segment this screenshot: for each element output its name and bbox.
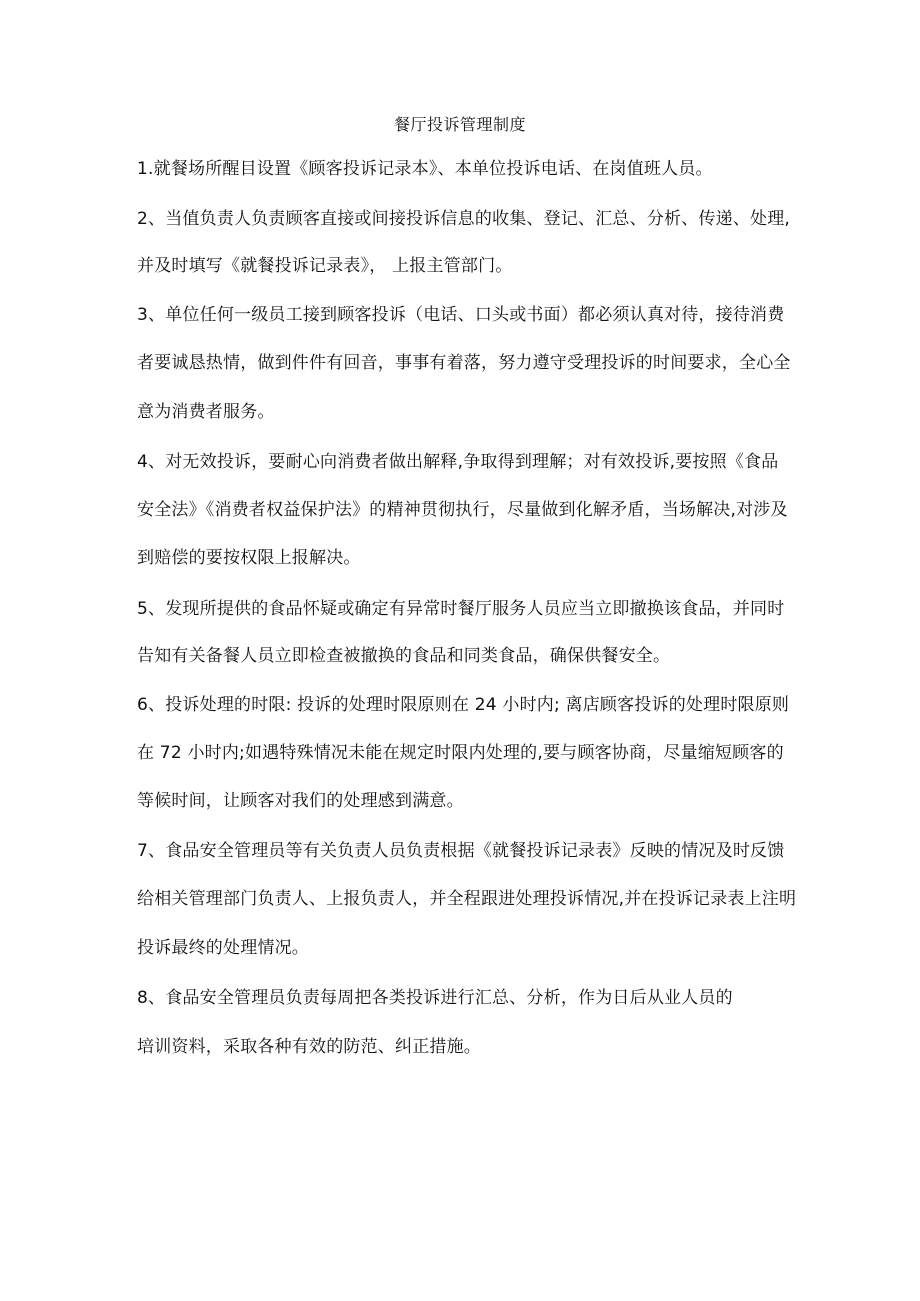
paragraph-6-line-1: 6、投诉处理的时限: 投诉的处理时限原则在 24 小时内; 离店顾客投诉的处理时限原则 (137, 695, 790, 715)
paragraph-5-line-2: 告知有关备餐人员立即检查被撤换的食品和同类食品，确保供餐安全。 (137, 646, 671, 666)
paragraph-3-line-1: 3、单位任何一级员工接到顾客投诉（电话、口头或书面）都必须认真对待，接待消费 (137, 305, 785, 325)
paragraph-8-line-2: 培训资料，采取各种有效的防范、纠正措施。 (137, 1037, 481, 1057)
paragraph-4-line-1: 4、对无效投诉，要耐心向消费者做出解释,争取得到理解；对有效投诉,要按照《食品 (137, 452, 779, 472)
paragraph-3-line-3: 意为消费者服务。 (137, 402, 275, 422)
paragraph-8-line-1: 8、食品安全管理员负责每周把各类投诉进行汇总、分析，作为日后从业人员的 (137, 988, 733, 1008)
paragraph-2-line-1: 2、当值负责人负责顾客直接或间接投诉信息的收集、登记、汇总、分析、传递、处理, (137, 209, 791, 229)
paragraph-7-line-2: 给相关管理部门负责人、上报负责人，并全程跟进处理投诉情况,并在投诉记录表上注明 (137, 889, 797, 909)
paragraph-3-line-2: 者要诚恳热情，做到件件有回音，事事有着落，努力遵守受理投诉的时间要求，全心全 (137, 353, 791, 373)
document-title: 餐厅投诉管理制度 (393, 115, 526, 134)
paragraph-1-line-1: 1.就餐场所醒目设置《顾客投诉记录本》、本单位投诉电话、在岗值班人员。 (137, 159, 713, 179)
paragraph-4-line-3: 到赔偿的要按权限上报解决。 (137, 548, 361, 568)
paragraph-6-line-2: 在 72 小时内;如遇特殊情况未能在规定时限内处理的,要与顾客协商，尽量缩短顾客的 (137, 743, 784, 763)
paragraph-5-line-1: 5、发现所提供的食品怀疑或确定有异常时餐厅服务人员应当立即撤换该食品，并同时 (137, 599, 785, 619)
paragraph-4-line-2: 安全法》《消费者权益保护法》的精神贯彻执行，尽量做到化解矛盾，当场解决,对涉及 (137, 500, 788, 520)
paragraph-2-line-2: 并及时填写《就餐投诉记录表》， 上报主管部门。 (137, 256, 513, 276)
paragraph-7-line-1: 7、食品安全管理员等有关负责人员负责根据《就餐投诉记录表》反映的情况及时反馈 (137, 841, 785, 861)
paragraph-7-line-3: 投诉最终的处理情况。 (137, 938, 309, 958)
paragraph-6-line-3: 等候时间，让顾客对我们的处理感到满意。 (137, 791, 464, 811)
